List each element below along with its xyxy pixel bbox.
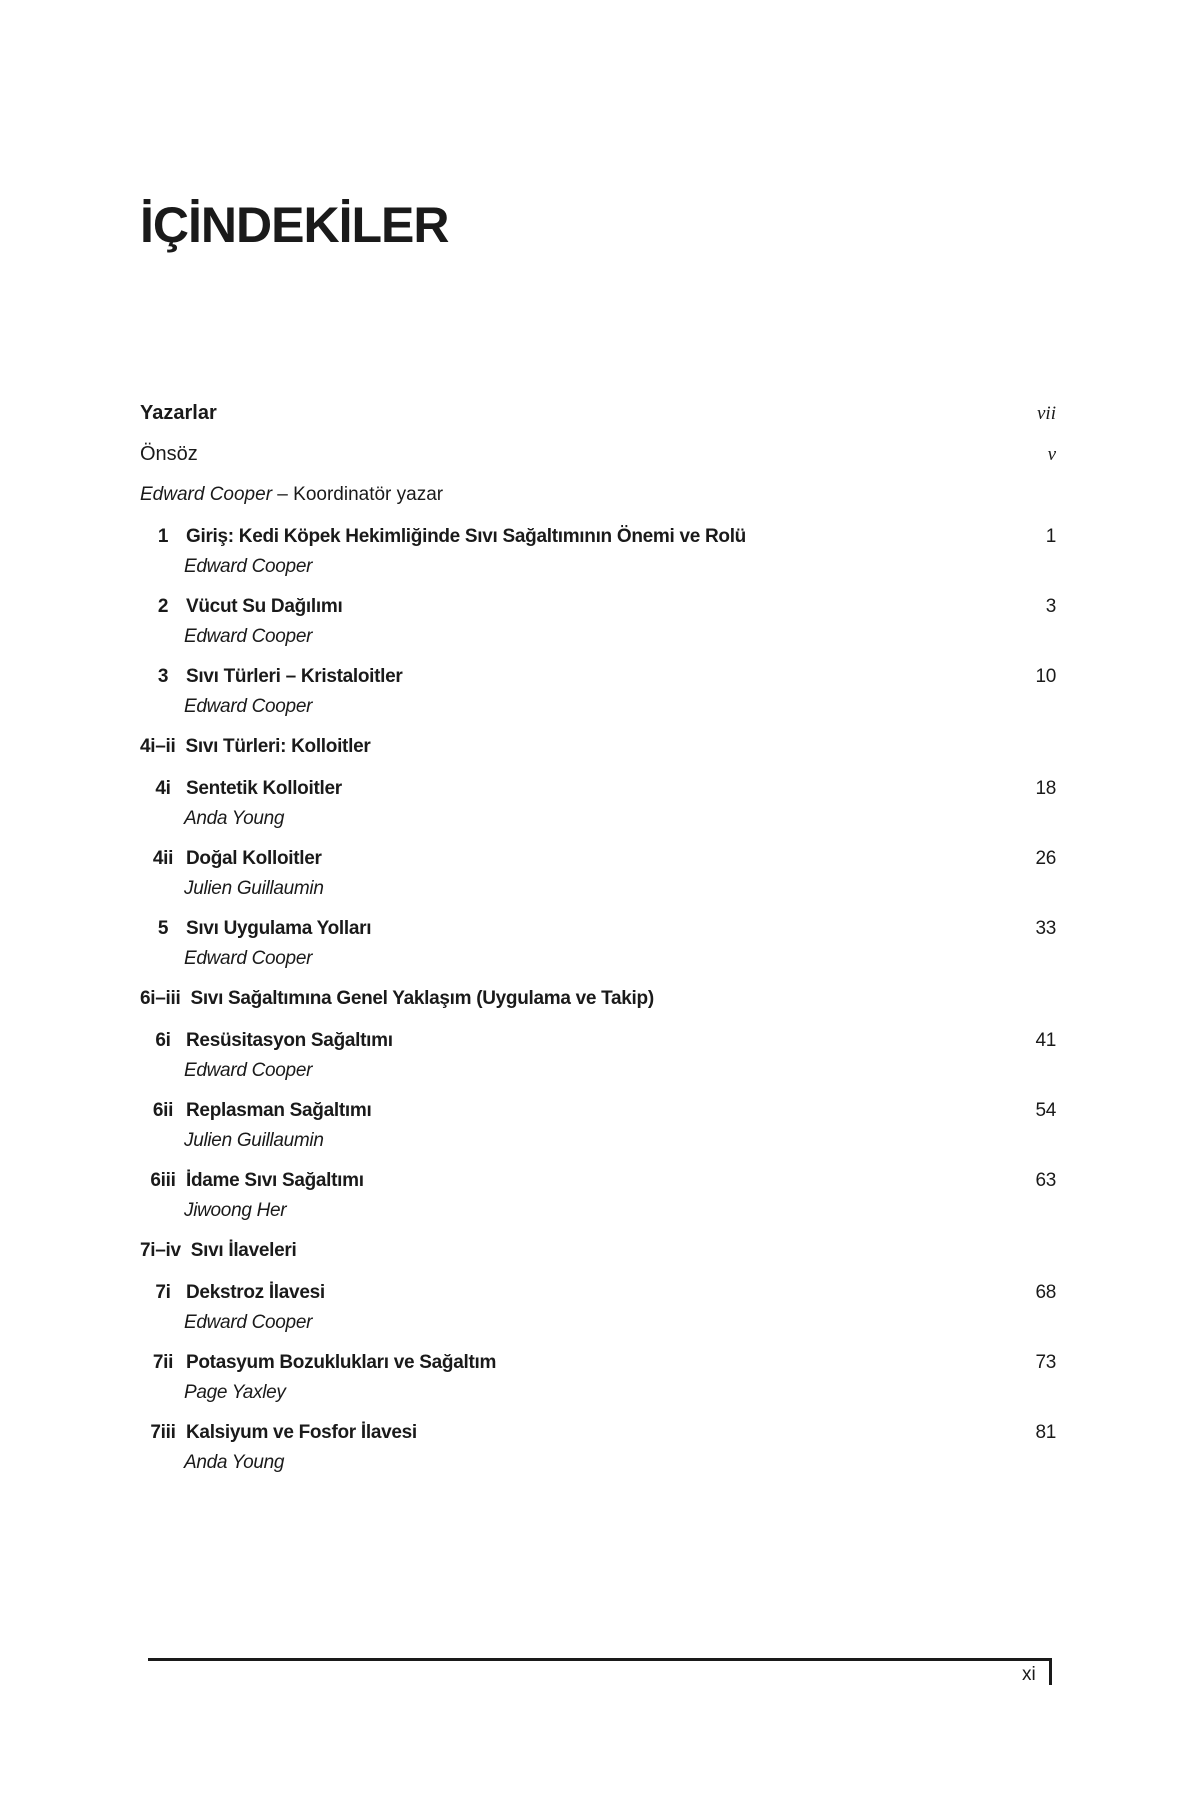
chapter-line	[140, 1030, 1056, 1052]
chapter-page: 73	[1035, 1352, 1056, 1373]
chapter-title: İdame Sıvı Sağaltımı	[186, 1170, 364, 1191]
toc-entries	[140, 526, 1056, 1474]
chapter-title: Resüsitasyon Sağaltımı	[186, 1030, 393, 1051]
page-number: xi	[1022, 1664, 1036, 1685]
chapter-author: Jiwoong Her	[184, 1200, 287, 1221]
part-number: 4i–ii	[140, 736, 176, 757]
chapter-number: 6i	[155, 1030, 171, 1051]
chapter-line	[140, 596, 1056, 618]
chapter-line	[140, 1282, 1056, 1304]
chapter-number: 7iii	[150, 1422, 176, 1443]
front-matter-label: Yazarlar	[140, 402, 217, 424]
coordinator-line	[140, 484, 1056, 506]
chapter-title: Dekstroz İlavesi	[186, 1282, 325, 1303]
chapter-entry	[140, 918, 1056, 970]
chapter-number: 5	[157, 918, 169, 939]
page-title: İÇİNDEKİLER	[140, 197, 449, 253]
chapter-page: 26	[1035, 848, 1056, 869]
chapter-entry	[140, 526, 1056, 578]
front-matter-page: vii	[1037, 403, 1056, 424]
chapter-page: 63	[1035, 1170, 1056, 1191]
chapter-title: Sıvı Türleri – Kristaloitler	[186, 666, 403, 687]
chapter-entry	[140, 778, 1056, 830]
chapter-line	[140, 1100, 1056, 1122]
chapter-author: Page Yaxley	[184, 1382, 286, 1403]
chapter-page: 54	[1035, 1100, 1056, 1121]
chapter-title: Vücut Su Dağılımı	[186, 596, 343, 617]
chapter-line	[140, 526, 1056, 548]
chapter-page: 68	[1035, 1282, 1056, 1303]
chapter-page: 33	[1035, 918, 1056, 939]
chapter-page: 18	[1035, 778, 1056, 799]
chapter-title: Replasman Sağaltımı	[186, 1100, 372, 1121]
chapter-line	[140, 1352, 1056, 1374]
chapter-number: 4i	[155, 778, 171, 799]
chapter-page: 81	[1035, 1422, 1056, 1443]
part-heading	[140, 988, 1056, 1010]
chapter-number: 7i	[155, 1282, 171, 1303]
chapter-entry	[140, 1352, 1056, 1404]
chapter-entry	[140, 1282, 1056, 1334]
front-matter-page: v	[1047, 444, 1056, 465]
chapter-number: 7ii	[152, 1352, 174, 1373]
chapter-number: 2	[157, 596, 169, 617]
chapter-page: 1	[1045, 526, 1056, 547]
front-matter-item	[140, 443, 1056, 466]
table-of-contents	[140, 402, 1056, 1492]
chapter-line	[140, 666, 1056, 688]
chapter-author: Edward Cooper	[184, 556, 313, 577]
front-matter-label: Önsöz	[140, 443, 198, 465]
chapter-page: 41	[1035, 1030, 1056, 1051]
chapter-author: Edward Cooper	[184, 948, 313, 969]
chapter-number: 1	[157, 526, 169, 547]
chapter-line	[140, 1170, 1056, 1192]
chapter-entry	[140, 1030, 1056, 1082]
coordinator-author: Edward Cooper	[140, 484, 273, 505]
chapter-line	[140, 778, 1056, 800]
part-heading	[140, 1240, 1056, 1262]
footer-rule-end	[1049, 1658, 1052, 1685]
footer-rule	[148, 1658, 1052, 1661]
part-title: Sıvı Sağaltımına Genel Yaklaşım (Uygulama ve Takip)	[190, 988, 654, 1009]
chapter-number: 6ii	[152, 1100, 174, 1121]
chapter-author: Edward Cooper	[184, 626, 313, 647]
chapter-page: 3	[1045, 596, 1056, 617]
part-heading	[140, 736, 1056, 758]
chapter-title: Potasyum Bozuklukları ve Sağaltım	[186, 1352, 497, 1373]
front-matter-item	[140, 402, 1056, 425]
part-number: 6i–iii	[140, 988, 181, 1009]
chapter-title: Giriş: Kedi Köpek Hekimliğinde Sıvı Sağaltımının Önemi ve Rolü	[186, 526, 746, 547]
chapter-title: Sıvı Uygulama Yolları	[186, 918, 372, 939]
part-number: 7i–iv	[140, 1240, 181, 1261]
chapter-number: 6iii	[150, 1170, 176, 1191]
chapter-author: Edward Cooper	[184, 1060, 313, 1081]
chapter-author: Edward Cooper	[184, 696, 313, 717]
chapter-author: Anda Young	[184, 808, 285, 829]
chapter-entry	[140, 596, 1056, 648]
chapter-title: Kalsiyum ve Fosfor İlavesi	[186, 1422, 417, 1443]
chapter-entry	[140, 848, 1056, 900]
chapter-line	[140, 848, 1056, 870]
chapter-number: 3	[157, 666, 169, 687]
chapter-title: Doğal Kolloitler	[186, 848, 322, 869]
chapter-author: Julien Guillaumin	[184, 1130, 324, 1151]
part-title: Sıvı Türleri: Kolloitler	[185, 736, 371, 757]
chapter-entry	[140, 1100, 1056, 1152]
chapter-author: Anda Young	[184, 1452, 285, 1473]
coordinator-role: – Koordinatör yazar	[272, 484, 444, 505]
chapter-author: Julien Guillaumin	[184, 878, 324, 899]
chapter-page: 10	[1035, 666, 1056, 687]
chapter-line	[140, 918, 1056, 940]
chapter-author: Edward Cooper	[184, 1312, 313, 1333]
chapter-title: Sentetik Kolloitler	[186, 778, 342, 799]
chapter-number: 4ii	[152, 848, 174, 869]
chapter-line	[140, 1422, 1056, 1444]
chapter-entry	[140, 666, 1056, 718]
chapter-entry	[140, 1170, 1056, 1222]
chapter-entry	[140, 1422, 1056, 1474]
part-title: Sıvı İlaveleri	[190, 1240, 297, 1261]
